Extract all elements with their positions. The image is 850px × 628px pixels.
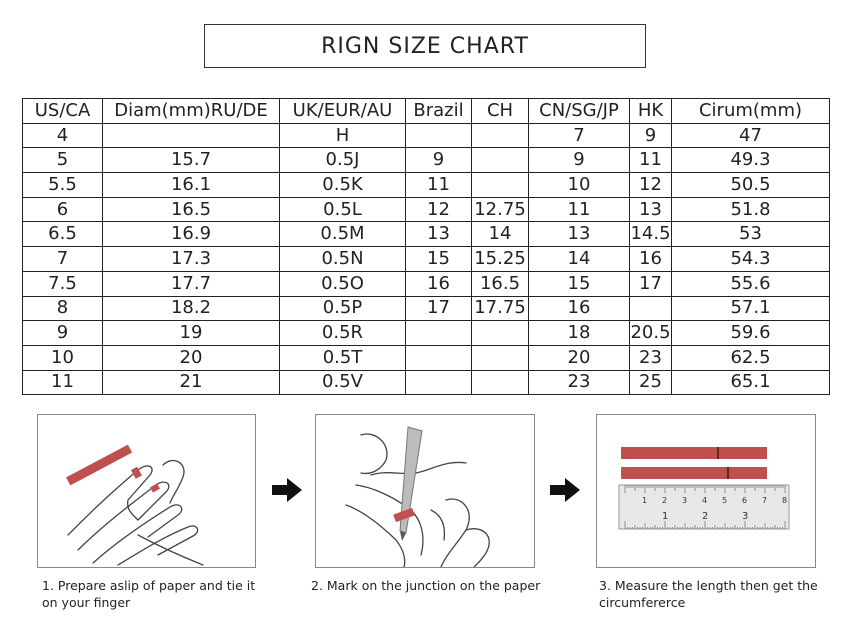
table-cell: 16	[630, 247, 672, 272]
table-cell: 14.5	[630, 222, 672, 247]
table-cell: 7	[529, 123, 630, 148]
table-cell	[472, 173, 529, 198]
table-cell: 13	[529, 222, 630, 247]
step-3-caption	[599, 577, 818, 611]
step-1-panel	[37, 414, 256, 568]
ruler-measure-icon	[597, 415, 816, 568]
caption-line: 1. Prepare aslip of paper and tie it	[42, 578, 256, 593]
caption-line: 2. Mark on the junction on the paper	[311, 578, 541, 593]
table-cell: 20	[103, 345, 280, 370]
right-arrow-icon	[550, 478, 580, 502]
table-row	[23, 247, 830, 272]
table-row	[23, 345, 830, 370]
header-uk-eur-au: UK/EUR/AU	[280, 99, 406, 124]
header-brazil: Brazil	[406, 99, 472, 124]
table-cell: 15	[529, 271, 630, 296]
table-cell: 0.5M	[280, 222, 406, 247]
table-cell: 0.5N	[280, 247, 406, 272]
table-cell	[472, 345, 529, 370]
table-cell	[406, 370, 472, 395]
table-cell: 25	[630, 370, 672, 395]
table-cell: 12.75	[472, 197, 529, 222]
table-cell: 9	[630, 123, 672, 148]
table-cell: 50.5	[672, 173, 830, 198]
table-cell: 8	[23, 296, 103, 321]
table-cell	[630, 296, 672, 321]
table-row	[23, 173, 830, 198]
ruler-cm-label: 6	[742, 496, 748, 505]
table-cell: 16	[529, 296, 630, 321]
table-cell: 21	[103, 370, 280, 395]
header-ch: CH	[472, 99, 529, 124]
table-cell: 5	[23, 148, 103, 173]
table-cell: 0.5V	[280, 370, 406, 395]
table-cell: H	[280, 123, 406, 148]
table-cell	[472, 148, 529, 173]
ruler-inch-label: 3	[742, 511, 749, 522]
header-us-ca: US/CA	[23, 99, 103, 124]
table-cell: 15	[406, 247, 472, 272]
table-cell: 13	[630, 197, 672, 222]
table-cell: 17	[630, 271, 672, 296]
paper-strip-top	[621, 447, 767, 459]
table-cell: 11	[23, 370, 103, 395]
table-cell: 9	[23, 321, 103, 346]
table-cell: 19	[103, 321, 280, 346]
table-cell: 16.1	[103, 173, 280, 198]
table-row	[23, 197, 830, 222]
table-cell: 12	[630, 173, 672, 198]
table-cell: 12	[406, 197, 472, 222]
step-1-caption	[42, 577, 255, 611]
caption-line: on your finger	[42, 595, 131, 610]
table-cell: 0.5R	[280, 321, 406, 346]
table-cell: 5.5	[23, 173, 103, 198]
paper-strip	[66, 445, 132, 486]
table-cell: 15.25	[472, 247, 529, 272]
ruler	[619, 485, 789, 529]
table-cell: 51.8	[672, 197, 830, 222]
table-row	[23, 370, 830, 395]
table-cell: 20.5	[630, 321, 672, 346]
table-cell: 65.1	[672, 370, 830, 395]
table-cell	[103, 123, 280, 148]
ruler-cm-label: 2	[662, 496, 668, 505]
table-row	[23, 222, 830, 247]
table-row	[23, 296, 830, 321]
table-cell: 0.5T	[280, 345, 406, 370]
caption-line: circumfererce	[599, 595, 686, 610]
table-cell: 0.5P	[280, 296, 406, 321]
table-cell: 11	[529, 197, 630, 222]
table-cell: 23	[529, 370, 630, 395]
ruler-cm-label: 5	[722, 496, 728, 505]
table-cell: 57.1	[672, 296, 830, 321]
table-cell: 16.5	[103, 197, 280, 222]
header-circumference: Cirum(mm)	[672, 99, 830, 124]
table-cell	[472, 370, 529, 395]
table-cell: 53	[672, 222, 830, 247]
table-cell: 55.6	[672, 271, 830, 296]
table-cell: 17.3	[103, 247, 280, 272]
ruler-cm-label: 4	[702, 496, 708, 505]
caption-line: 3. Measure the length then get the	[599, 578, 818, 593]
table-cell: 49.3	[672, 148, 830, 173]
table-cell: 16.9	[103, 222, 280, 247]
table-cell	[406, 321, 472, 346]
table-row	[23, 271, 830, 296]
table-cell: 23	[630, 345, 672, 370]
chart-title: RIGN SIZE CHART	[204, 24, 646, 68]
step-2-panel	[315, 414, 535, 568]
table-cell: 62.5	[672, 345, 830, 370]
ruler-cm-label: 1	[642, 496, 648, 505]
paper-strip-bottom	[621, 467, 767, 479]
table-cell: 0.5J	[280, 148, 406, 173]
table-cell: 6	[23, 197, 103, 222]
table-cell	[472, 123, 529, 148]
table-cell	[406, 123, 472, 148]
table-header-row	[23, 99, 830, 124]
table-cell: 15.7	[103, 148, 280, 173]
table-cell: 14	[529, 247, 630, 272]
table-cell: 16.5	[472, 271, 529, 296]
table-cell: 47	[672, 123, 830, 148]
table-cell: 17.75	[472, 296, 529, 321]
table-cell: 0.5K	[280, 173, 406, 198]
step-3-panel	[596, 414, 816, 568]
ruler-inch-label: 2	[702, 511, 709, 522]
step-2-caption	[311, 577, 540, 594]
table-cell: 18	[529, 321, 630, 346]
hand-with-paper-strip-icon	[38, 415, 256, 568]
table-cell: 6.5	[23, 222, 103, 247]
header-cn-sg-jp: CN/SG/JP	[529, 99, 630, 124]
table-cell: 11	[630, 148, 672, 173]
table-row	[23, 123, 830, 148]
table-cell	[406, 345, 472, 370]
hand-marking-pen-icon	[316, 415, 535, 568]
table-cell: 16	[406, 271, 472, 296]
ruler-cm-label: 3	[682, 496, 688, 505]
table-cell: 0.5O	[280, 271, 406, 296]
table-cell: 7.5	[23, 271, 103, 296]
ruler-cm-label: 8	[782, 496, 788, 505]
table-cell: 4	[23, 123, 103, 148]
table-cell: 17	[406, 296, 472, 321]
table-row	[23, 148, 830, 173]
table-cell: 20	[529, 345, 630, 370]
ruler-cm-label: 7	[762, 496, 768, 505]
ruler-inch-label: 1	[662, 511, 669, 522]
header-hk: HK	[630, 99, 672, 124]
table-cell: 0.5L	[280, 197, 406, 222]
table-cell: 54.3	[672, 247, 830, 272]
table-row	[23, 321, 830, 346]
table-cell: 10	[23, 345, 103, 370]
table-cell: 11	[406, 173, 472, 198]
table-cell: 17.7	[103, 271, 280, 296]
table-cell: 7	[23, 247, 103, 272]
table-cell: 14	[472, 222, 529, 247]
table-cell	[472, 321, 529, 346]
table-cell: 9	[529, 148, 630, 173]
table-cell: 13	[406, 222, 472, 247]
table-cell: 59.6	[672, 321, 830, 346]
table-cell: 10	[529, 173, 630, 198]
right-arrow-icon	[272, 478, 302, 502]
table-cell: 9	[406, 148, 472, 173]
table-cell: 18.2	[103, 296, 280, 321]
header-diameter: Diam(mm)RU/DE	[103, 99, 280, 124]
ring-size-table	[22, 98, 830, 395]
